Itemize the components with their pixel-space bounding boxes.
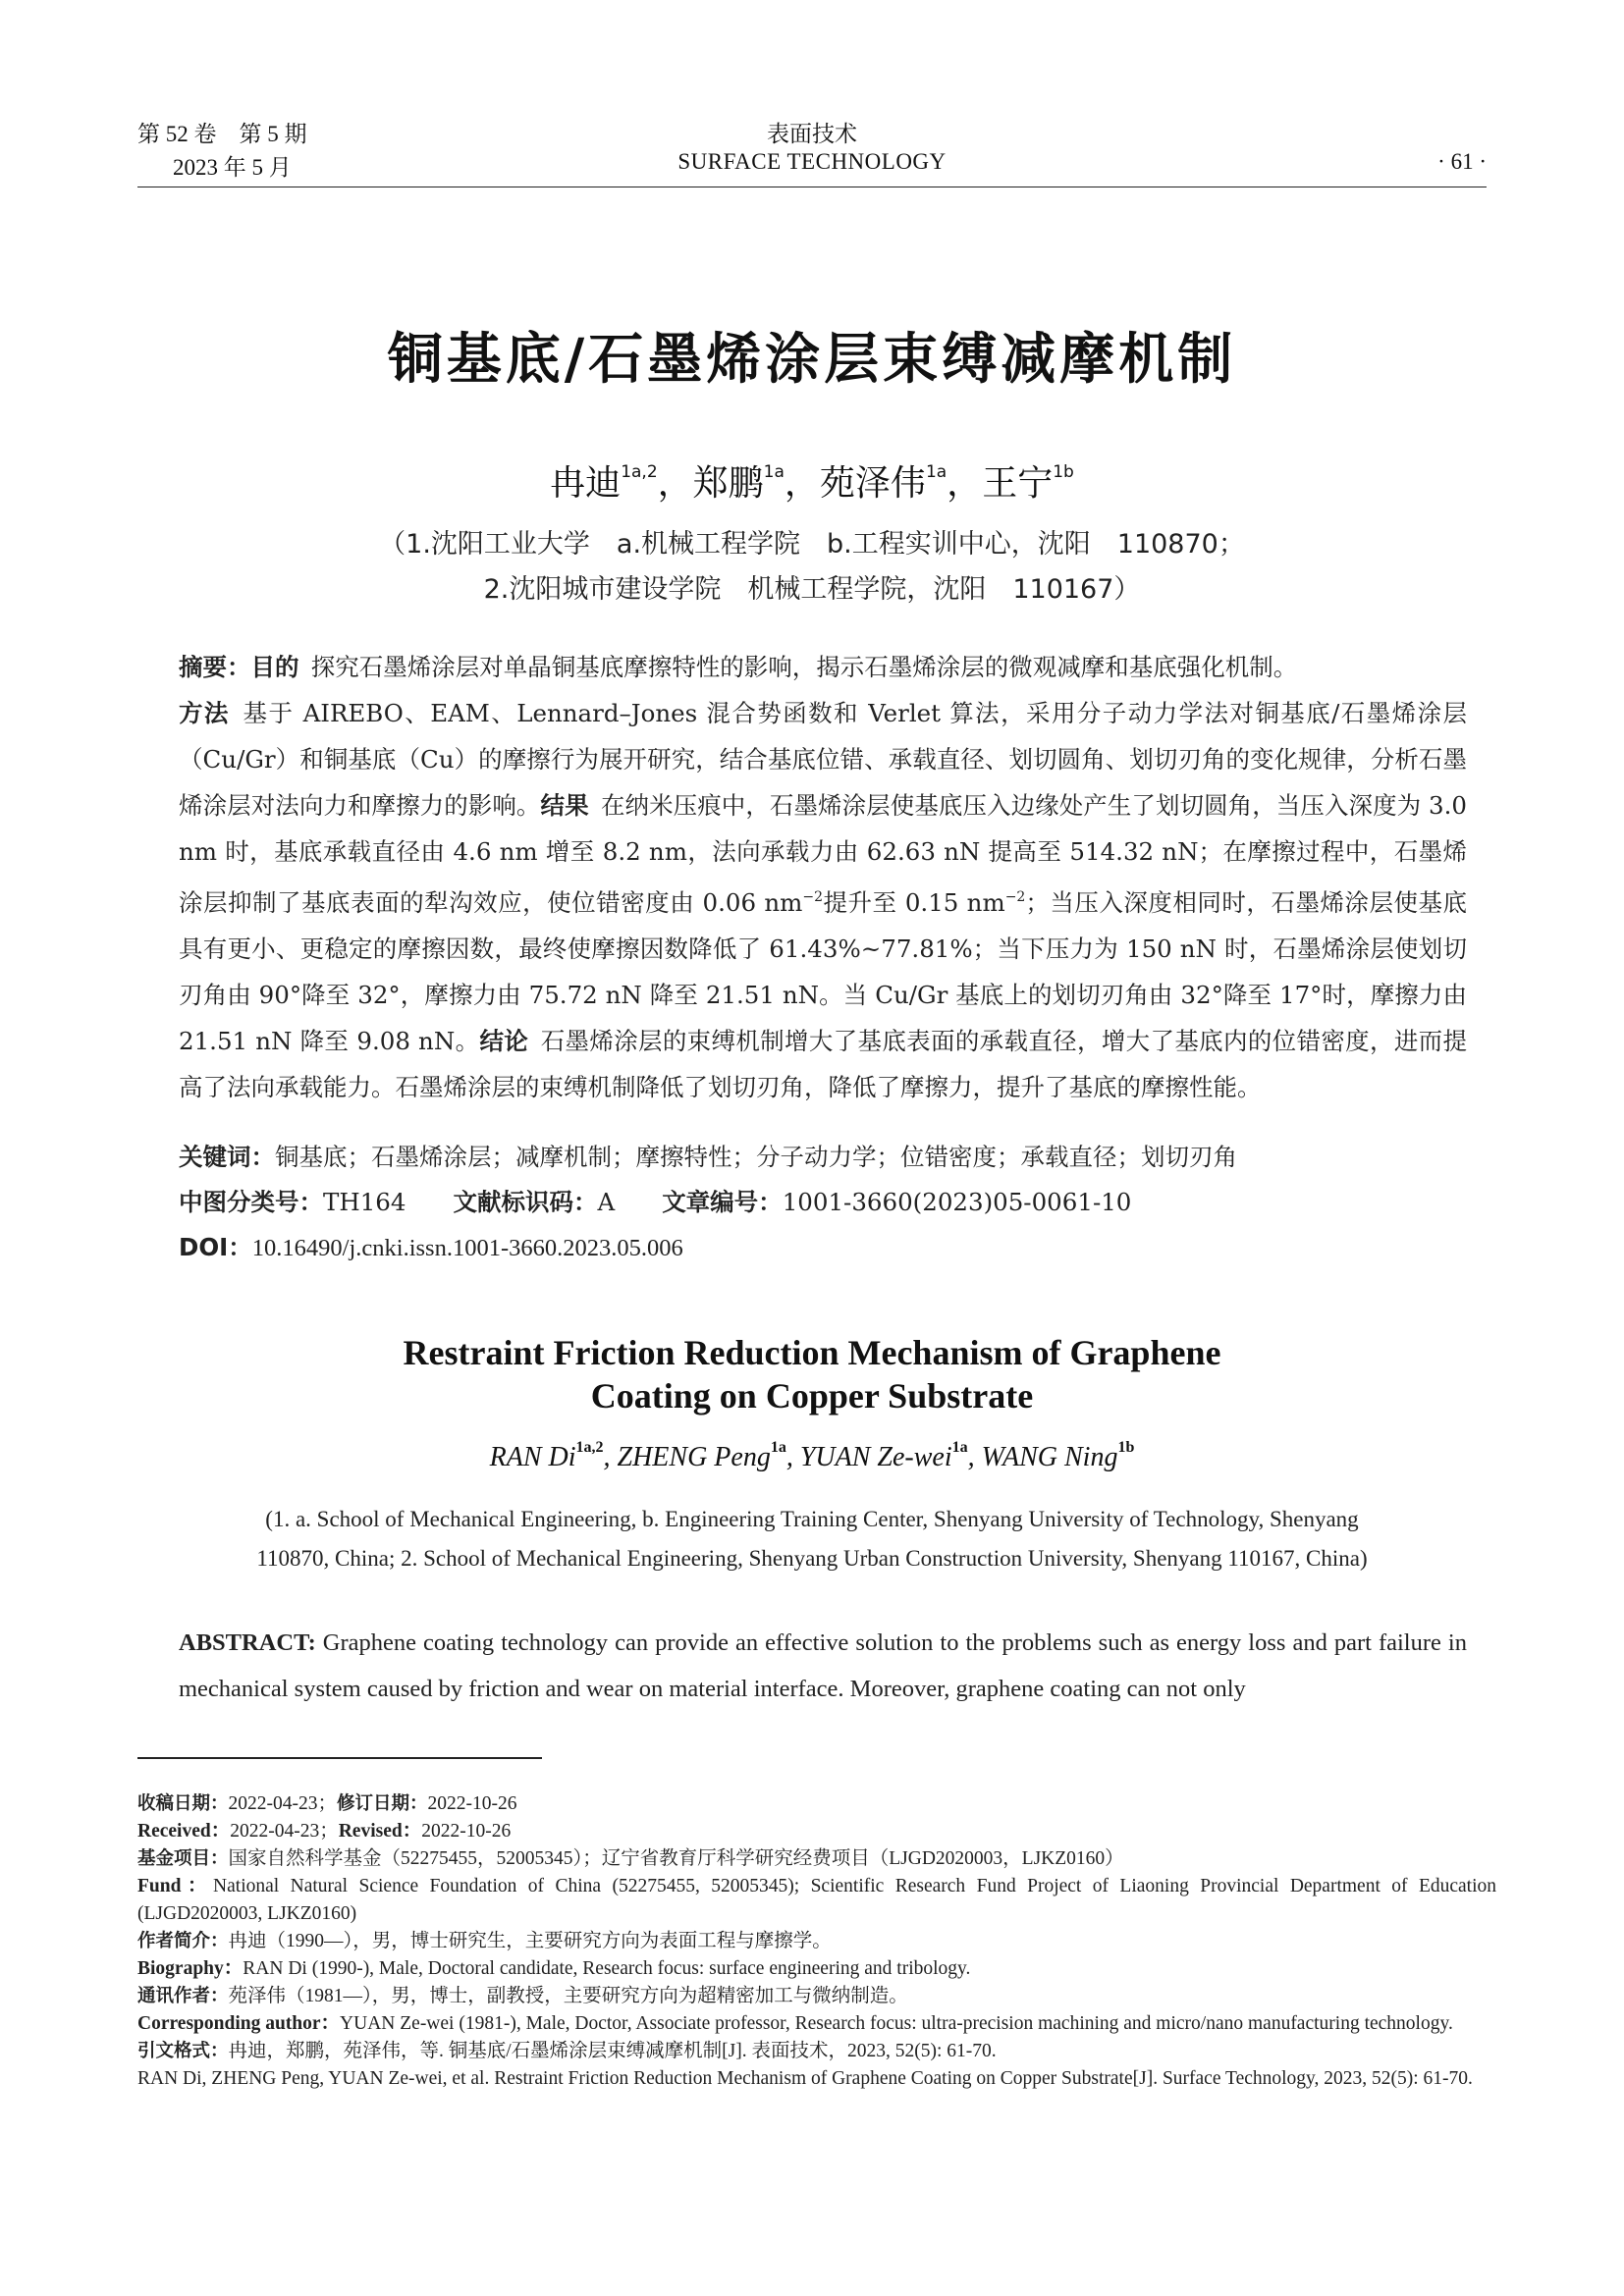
purpose-text: 探究石墨烯涂层对单晶铜基底摩擦特性的影响，揭示石墨烯涂层的微观减摩和基底强化机制。: [310, 653, 1298, 681]
received-cn: 收稿日期：2022-04-23；修订日期：2022-10-26: [137, 1793, 517, 1814]
keywords-text: 铜基底；石墨烯涂层；减摩机制；摩擦特性；分子动力学；位错密度；承载直径；划切刃角: [275, 1143, 1237, 1171]
en-abstract: [179, 1620, 1467, 1712]
en-affiliation-line: 110870, China; 2. School of Mechanical Engineering, Shenyang Urban Construction University, Shenyang 110167, China): [256, 1546, 1368, 1571]
abstract-label: 摘要：: [179, 653, 251, 681]
cn-author: 郑鹏: [692, 463, 764, 504]
en-title-line: Coating on Copper Substrate: [590, 1376, 1034, 1415]
cn-author-sup: 1a: [763, 462, 785, 482]
journal-name-en: SURFACE TECHNOLOGY: [677, 149, 947, 174]
cn-author: 苑泽伟: [819, 463, 926, 504]
journal-name-cn: 表面技术: [767, 122, 857, 146]
footnote-rule: [137, 1757, 542, 1759]
running-header: [137, 116, 1487, 183]
en-author-sep: ,: [967, 1442, 982, 1472]
cn-author-sep: ，: [784, 463, 820, 504]
cn-affiliation-line: 2.沈阳城市建设学院 机械工程学院，沈阳 110167）: [483, 574, 1141, 605]
cn-affiliation-line: （1.沈阳工业大学 a.机械工程学院 b.工程实训中心，沈阳 110870；: [379, 529, 1245, 560]
unit-exponent: −2: [802, 889, 823, 905]
keywords-label: 关键词：: [179, 1143, 275, 1171]
en-abstract-text: Graphene coating technology can provide an effective solution to the problems such as energy loss and part failure in mechanical system caused by friction and wear on material interface. Moreover, graphene coating can not only: [179, 1629, 1467, 1702]
classification-line: [179, 1184, 1467, 1218]
article-no-value: 1001-3660(2023)05-0061-10: [782, 1188, 1132, 1216]
article-no-label: 文章编号：: [662, 1188, 783, 1216]
cn-author-sup: 1a,2: [621, 462, 658, 482]
cite-en: RAN Di, ZHENG Peng, YUAN Ze-wei, et al. Restraint Friction Reduction Mechanism of Graphene Coating on Copper Substrate[J]. Surface Technology, 2023, 52(5): 61-70.: [137, 2068, 1473, 2089]
en-author: ZHENG Peng: [617, 1442, 771, 1472]
cn-author-sep: ，: [947, 463, 983, 504]
keywords: [179, 1139, 1467, 1173]
unit-exponent: −2: [1004, 889, 1026, 905]
cn-affiliations: [0, 522, 1624, 613]
cite-cn: 引文格式：冉迪，郑鹏，苑泽伟，等. 铜基底/石墨烯涂层束缚减摩机制[J]. 表面技术，2023, 52(5): 61-70.: [137, 2041, 997, 2061]
received-en: Received：2022-04-23；Revised：2022-10-26: [137, 1821, 512, 1842]
en-abstract-label: ABSTRACT:: [179, 1629, 316, 1656]
doi-value: 10.16490/j.cnki.issn.1001-3660.2023.05.006: [251, 1235, 683, 1261]
cn-author-sep: ，: [657, 463, 693, 504]
en-title: [0, 1331, 1624, 1417]
en-author-sup: 1a,2: [575, 1439, 604, 1456]
cn-abstract: [179, 644, 1467, 1110]
page-number: · 61 ·: [1437, 149, 1487, 174]
en-author-sep: ,: [603, 1442, 618, 1472]
fund-cn: 基金项目：国家自然科学基金（52275455，52005345）；辽宁省教育厅科学研究经费项目（LJGD2020003，LJKZ0160）: [137, 1848, 1124, 1869]
en-author: WANG Ning: [981, 1442, 1118, 1472]
en-author-sup: 1a: [770, 1439, 786, 1456]
fund-en: Fund：National Natural Science Foundation of China (52275455, 52005345); Scientific Research Fund Project of Liaoning Provincial Department of Education (LJGD2020003, LJKZ0160): [137, 1876, 1497, 1924]
en-affiliation-line: (1. a. School of Mechanical Engineering, b. Engineering Training Center, Shenyang University of Technology, Shenyang: [265, 1507, 1359, 1531]
en-affiliations: [196, 1500, 1428, 1578]
en-title-line: Restraint Friction Reduction Mechanism of Graphene: [403, 1333, 1221, 1372]
en-author-sep: ,: [785, 1442, 800, 1472]
doi-label: DOI：: [179, 1233, 252, 1261]
en-author-sup: 1a: [951, 1439, 968, 1456]
doc-code-value: A: [597, 1188, 616, 1216]
doi-line: [179, 1229, 1467, 1263]
result-label: 结果: [540, 791, 589, 820]
doc-code-label: 文献标识码：: [453, 1188, 598, 1216]
result-text: 提升至 0.15 nm: [823, 888, 1005, 917]
en-author: YUAN Ze-wei: [799, 1442, 952, 1472]
volume-issue: 第 52 卷 第 5 期: [137, 122, 307, 146]
cn-author-sup: 1a: [925, 462, 947, 482]
en-author-sup: 1b: [1117, 1439, 1135, 1456]
corr-en: Corresponding author：YUAN Ze-wei (1981-), Male, Doctor, Associate professor, Research focus: ultra-precision machining and micro/nano manufacturing technology.: [137, 2013, 1453, 2034]
method-text: 基于 AIREBO、EAM、Lennard–Jones 混合势函数和 Verlet 算法，采用分子动力学法对铜基底/石墨烯涂层（Cu/Gr）和铜基底（Cu）的摩擦行为展开研究，结合基底位错、承载直径、划切圆角、划切刃角的变化规律，分析石墨烯涂层对法向力和摩擦力的影响。: [179, 699, 1468, 820]
cn-author: 王宁: [982, 463, 1054, 504]
footnotes: [137, 1790, 1496, 2093]
conclusion-text: 石墨烯涂层的束缚机制增大了基底表面的承载直径，增大了基底内的位错密度，进而提高了法向承载能力。石墨烯涂层的束缚机制降低了划切刃角，降低了摩擦力，提升了基底的摩擦性能。: [179, 1027, 1467, 1101]
purpose-label: 目的: [250, 653, 299, 681]
result-text: 在纳米压痕中，石墨烯涂层使基底压入边缘处产生了划切圆角，当压入深度为 3.0 nm 时，基底承载直径由 4.6 nm 增至 8.2 nm，法向承载力由 62.63 nN 提高至 514.32 nN；在摩擦过程中，石墨烯涂层抑制了基底表面的犁沟效应，使位错密度由 0.06 nm: [179, 791, 1468, 917]
cn-title: 铜基底/石墨烯涂层束缚减摩机制: [387, 328, 1237, 392]
cn-author-list: [0, 455, 1624, 506]
corr-cn: 通讯作者：苑泽伟（1981—），男，博士，副教授，主要研究方向为超精密加工与微纳制造。: [137, 1986, 908, 2006]
bio-en: Biography：RAN Di (1990-), Male, Doctoral candidate, Research focus: surface engineering and tribology.: [137, 1958, 971, 1979]
clc-label: 中图分类号：: [179, 1188, 323, 1216]
clc-value: TH164: [323, 1188, 406, 1216]
result-text: ；当压入深度相同时，石墨烯涂层使基底具有更小、更稳定的摩擦因数，最终使摩擦因数降低了 61.43%~77.81%；当下压力为 150 nN 时，石墨烯涂层使划切刃角由 90°降至 32°，摩擦力由 75.72 nN 降至 21.51 nN。当 Cu/Gr 基底上的划切刃角由 32°降至 17°时，摩擦力由 21.51 nN 降至 9.08 nN。: [179, 888, 1468, 1055]
method-label: 方法: [179, 699, 230, 727]
conclusion-label: 结论: [479, 1027, 529, 1055]
cn-author-sup: 1b: [1053, 462, 1074, 482]
bio-cn: 作者简介：冉迪（1990—），男，博士研究生，主要研究方向为表面工程与摩擦学。: [137, 1931, 832, 1951]
en-author: RAN Di: [489, 1442, 576, 1472]
cn-author: 冉迪: [550, 463, 622, 504]
en-author-list: [0, 1439, 1624, 1473]
issue-date: 2023 年 5 月: [173, 155, 292, 180]
